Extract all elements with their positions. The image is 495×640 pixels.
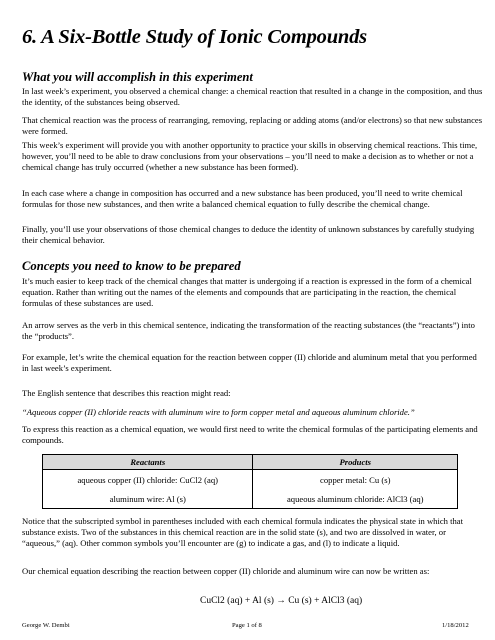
paragraph: An arrow serves as the verb in this chemical sentence, indicating the transformation of the reacting substances (the “reactants”) into the “products”.	[22, 320, 475, 341]
paragraph: For example, let’s write the chemical equation for the reaction between copper (II) chloride and aluminum metal that you performed in last week’s experiment.	[22, 352, 477, 373]
reaction-table	[42, 454, 458, 509]
paragraph: In each case where a change in composition has occurred and a new substance has been produced, you’ll need to write chemical formulas for those new substances, and then write a balanced chemical equation to fully describe the chemical change.	[22, 188, 463, 209]
paragraph: Finally, you’ll use your observations of those chemical changes to deduce the identity of unknown substances by carefully studying their chemical behavior.	[22, 224, 475, 245]
footer-date: 1/18/2012	[442, 622, 469, 629]
paragraph: That chemical reaction was the process of rearranging, removing, replacing or adding atoms (and/or electrons) so that new substances were formed.	[22, 115, 483, 136]
table-cell: aluminum wire: Al (s)	[43, 489, 253, 509]
table-cell: copper metal: Cu (s)	[253, 470, 458, 490]
section-heading-concepts: Concepts you need to know to be prepared	[22, 259, 241, 273]
section-heading-accomplish: What you will accomplish in this experiment	[22, 70, 253, 84]
paragraph: This week’s experiment will provide you with another opportunity to practice your skills in observing chemical reactions. This time, however, you’ll need to be able to draw conclusions from your observations – you’ll need to make a decision as to whether or not a chemical change has truly occurred (whether a new substance has been formed).	[22, 140, 478, 172]
paragraph: The English sentence that describes this reaction might read:	[22, 388, 231, 398]
paragraph: In last week’s experiment, you observed a chemical change: a chemical reaction that resulted in a change in the composition, and thus the identity, of the substances being observed.	[22, 86, 483, 107]
paragraph: Notice that the subscripted symbol in parentheses included with each chemical formula indicates the physical state in which that substance exists. Two of the substances in this chemical reaction are in the solid state (s), and two are dissolved in water, or “aqueous,” (aq). Other common symbols you’ll encounter are (g) to indicate a gas, and (l) to indicate a liquid.	[22, 516, 464, 548]
footer-author: George W. Dembi	[22, 622, 70, 629]
paragraph: It’s much easier to keep track of the chemical changes that matter is undergoing if a reaction is expressed in the form of a chemical equation. Rather than writing out the names of the elements and compounds that are participating in the reaction, the chemical formulas of these substances are used.	[22, 276, 472, 308]
paragraph: Our chemical equation describing the reaction between copper (II) chloride and aluminum wire can now be written as:	[22, 566, 430, 576]
quote: “Aqueous copper (II) chloride reacts with aluminum wire to form copper metal and aqueous aluminum chloride.”	[22, 407, 415, 417]
table-header-products: Products	[253, 455, 458, 470]
paragraph: To express this reaction as a chemical equation, we would first need to write the chemical formulas of the participating elements and compounds.	[22, 424, 478, 445]
page-title: 6. A Six-Bottle Study of Ionic Compounds	[22, 26, 367, 48]
footer-page-number: Page 1 of 8	[232, 622, 262, 629]
table-cell: aqueous copper (II) chloride: CuCl2 (aq)	[43, 470, 253, 490]
table-cell: aqueous aluminum chloride: AlCl3 (aq)	[253, 489, 458, 509]
chemical-equation: CuCl2 (aq) + Al (s) → Cu (s) + AlCl3 (aq)	[200, 596, 363, 606]
table-header-reactants: Reactants	[43, 455, 253, 470]
